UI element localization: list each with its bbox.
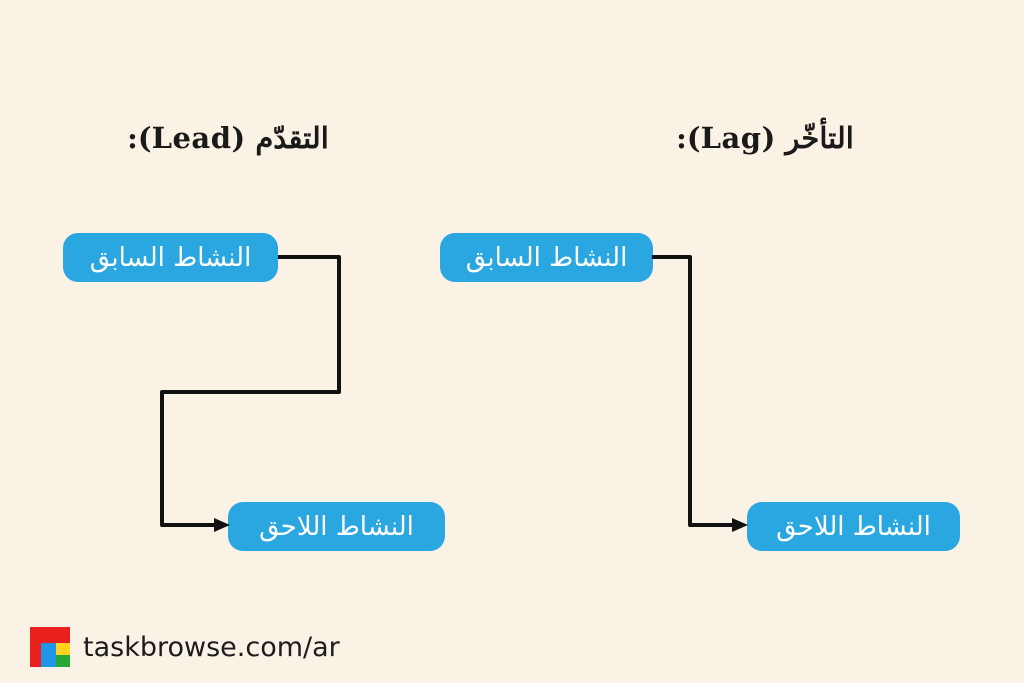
lag-next-activity-node: النشاط اللاحق — [747, 502, 960, 551]
lead-section-title: التقدّم (Lead): — [127, 121, 329, 155]
lag-previous-activity-node: النشاط السابق — [440, 233, 653, 282]
lag-connector-arrow — [652, 257, 734, 525]
logo-yellow-block — [56, 643, 70, 655]
taskbrowse-logo-icon — [30, 627, 70, 667]
logo-blue-block — [41, 643, 55, 667]
lag-section-title: التأخّر (Lag): — [676, 121, 854, 155]
logo-red-block — [30, 627, 41, 667]
logo-green-block — [56, 655, 70, 667]
footer — [30, 627, 340, 667]
site-url-text: taskbrowse.com/ar — [83, 631, 340, 663]
lead-previous-activity-node: النشاط السابق — [63, 233, 278, 282]
lead-connector-arrow — [162, 257, 339, 525]
lead-next-activity-node: النشاط اللاحق — [228, 502, 445, 551]
